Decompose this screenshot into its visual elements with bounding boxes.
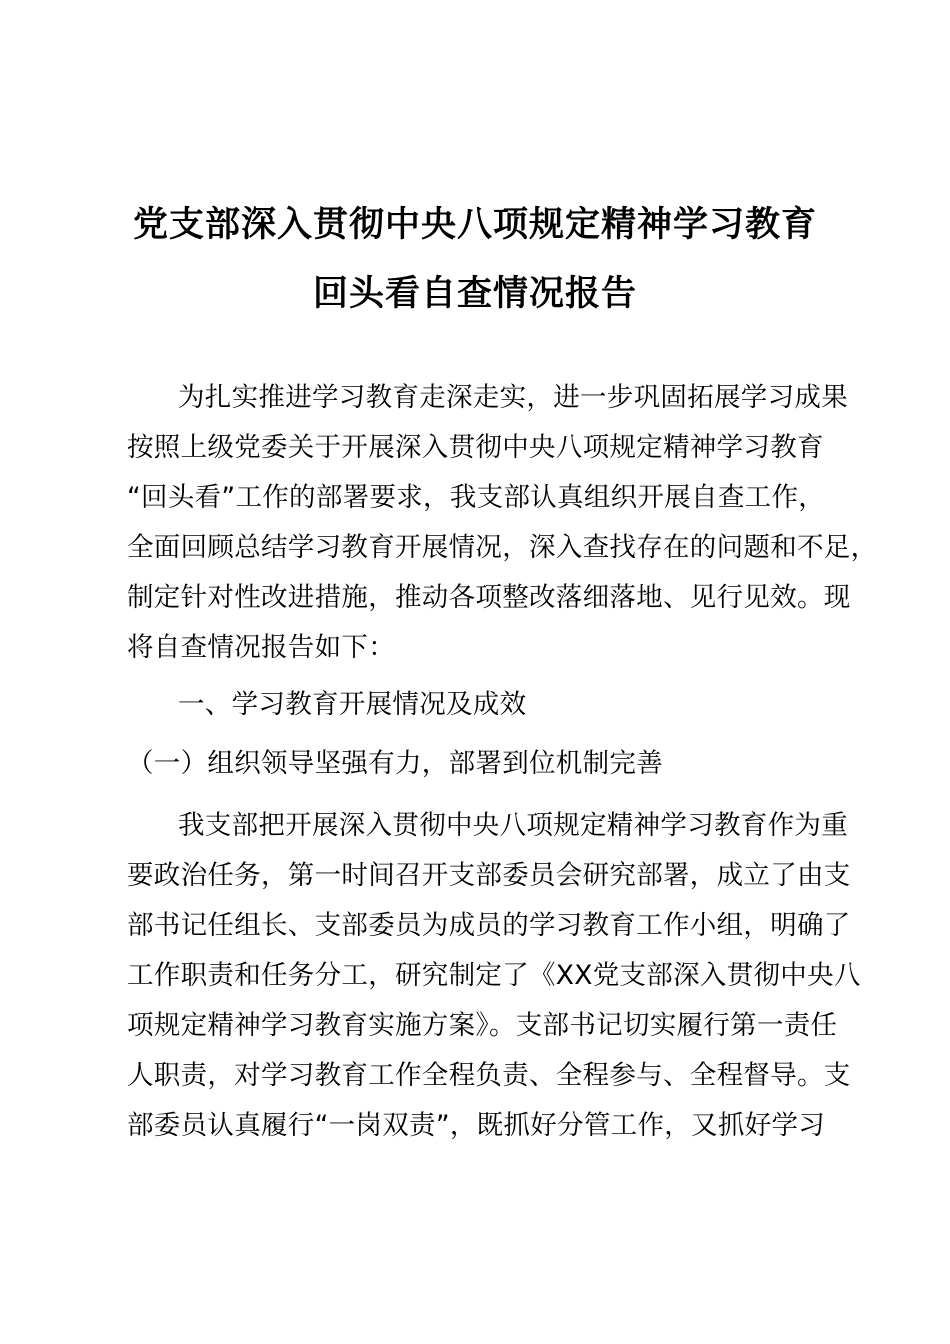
- paragraph-2-line-6: 人职责，对学习教育工作全程负责、全程参与、全程督导。支: [127, 1060, 851, 1091]
- paragraph-2-line-3: 部书记任组长、支部委员为成员的学习教育工作小组，明确了: [127, 910, 851, 941]
- paragraph-2-line-7: 部委员认真履行“一岗双责”，既抓好分管工作，又抓好学习: [127, 1110, 826, 1141]
- document-title-line-1: 党支部深入贯彻中央八项规定精神学习教育: [132, 205, 817, 245]
- paragraph-1-line-4: 全面回顾总结学习教育开展情况，深入查找存在的问题和不足，: [127, 532, 878, 563]
- paragraph-1-line-3: “回头看”工作的部署要求，我支部认真组织开展自查工作，: [127, 482, 826, 513]
- paragraph-2-line-5: 项规定精神学习教育实施方案》。支部书记切实履行第一责任: [127, 1010, 838, 1041]
- paragraph-1-line-2: 按照上级党委关于开展深入贯彻中央八项规定精神学习教育: [127, 432, 824, 463]
- section-heading-1: 一、学习教育开展情况及成效: [178, 689, 527, 720]
- paragraph-2-line-4: 工作职责和任务分工，研究制定了《XX党支部深入贯彻中央八: [127, 960, 861, 991]
- paragraph-1-line-1: 为扎实推进学习教育走深走实，进一步巩固拓展学习成果: [178, 382, 848, 413]
- subsection-heading-1: （一）组织领导坚强有力，部署到位机制完善: [127, 748, 663, 779]
- document-title-line-2: 回头看自查情况报告: [312, 274, 637, 314]
- paragraph-2-line-2: 要政治任务，第一时间召开支部委员会研究部署，成立了由支: [127, 860, 851, 891]
- paragraph-2-line-1: 我支部把开展深入贯彻中央八项规定精神学习教育作为重: [178, 810, 848, 841]
- paragraph-1-line-6: 将自查情况报告如下：: [127, 632, 395, 663]
- paragraph-1-line-5: 制定针对性改进措施，推动各项整改落细落地、见行见效。现: [127, 582, 851, 613]
